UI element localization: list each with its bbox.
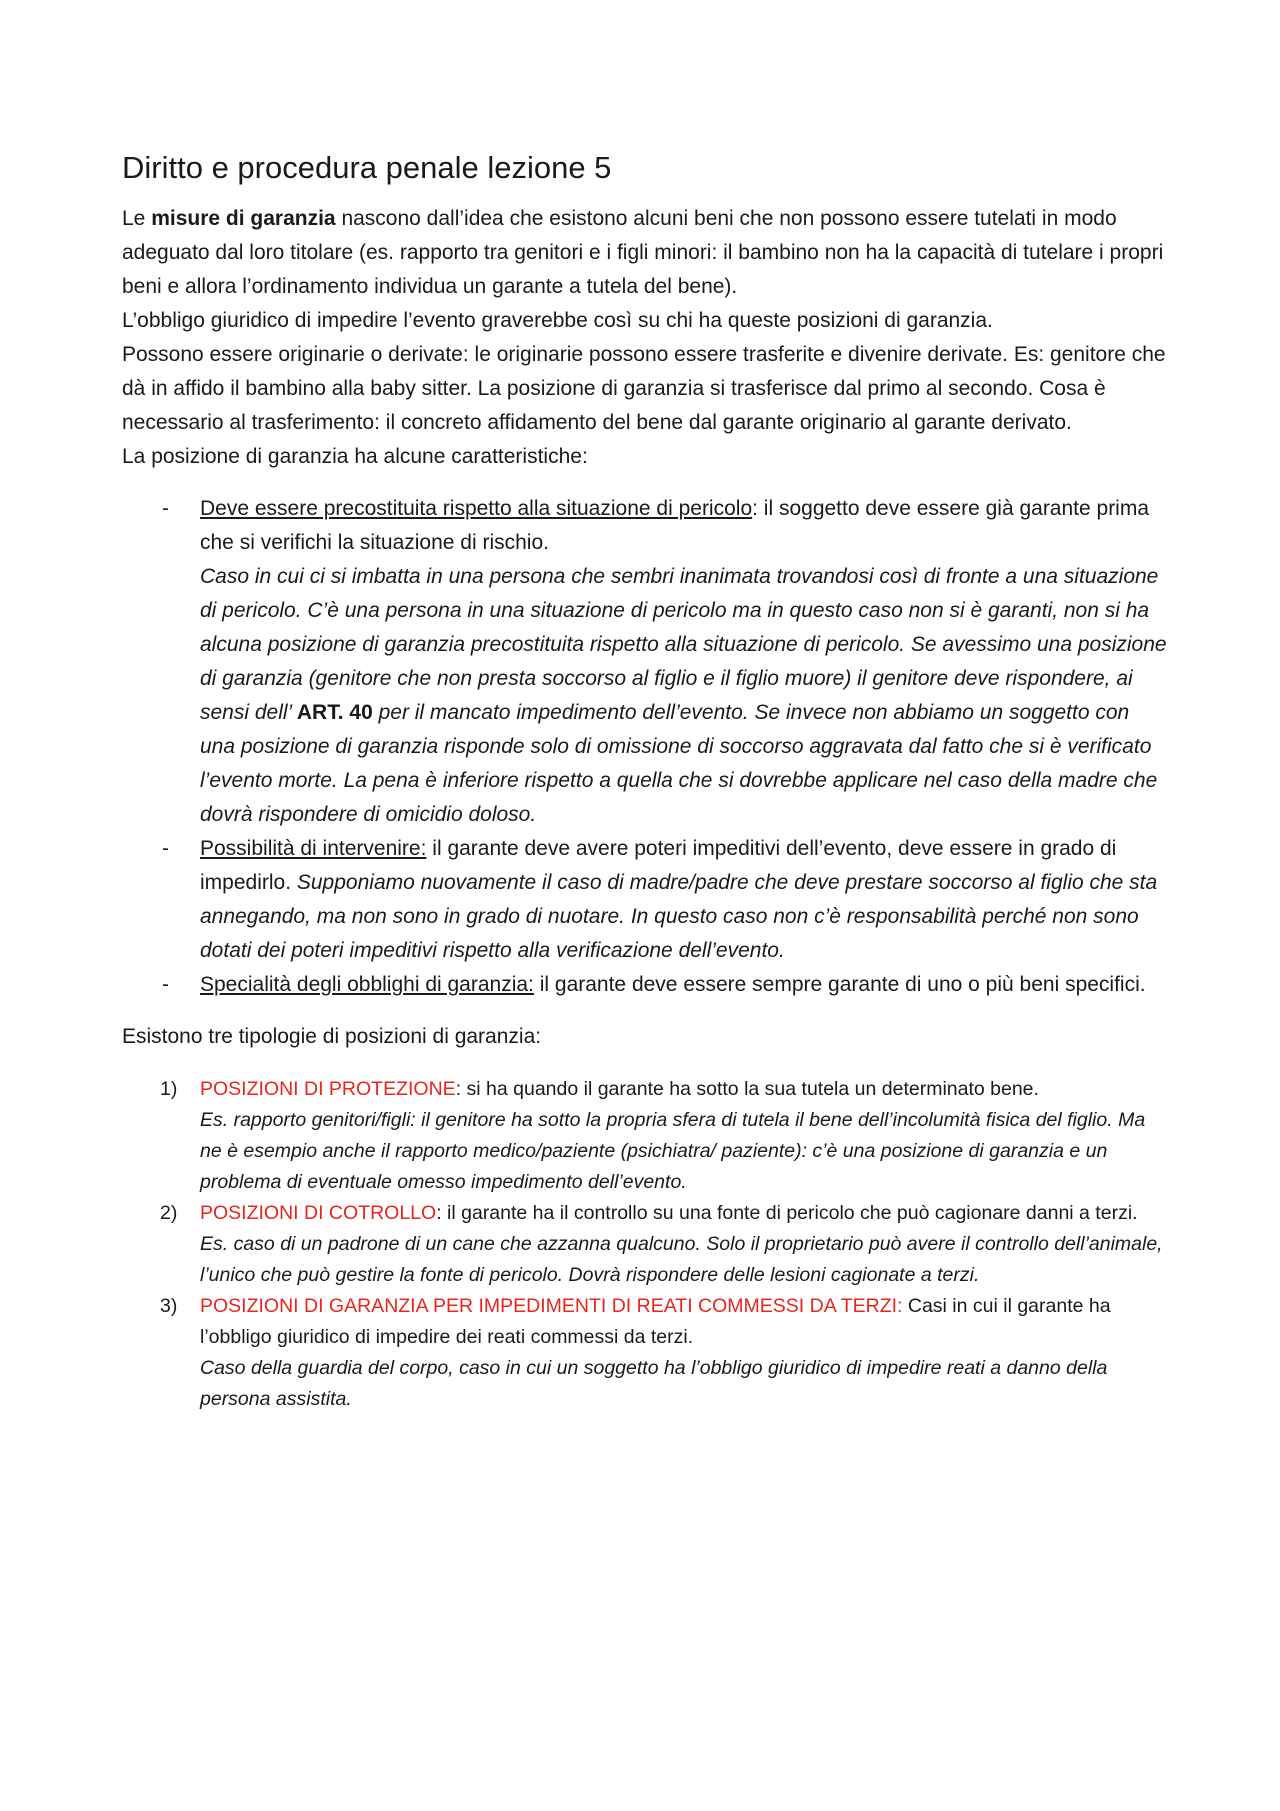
list-item <box>122 832 1167 968</box>
characteristic-text: : il soggetto deve essere già garante prima che si verifichi la situazione di rischio. <box>200 497 1150 554</box>
document-page <box>122 150 1167 1415</box>
list-item <box>122 968 1167 1002</box>
example-text-start: Caso in cui ci si imbatta in una persona che sembri inanimata trovandosi così di fronte a una situazione di pericolo. C’è una persona in una situazione di pericolo ma in questo caso non si è garanti, non si ha alcuna posizione di garanzia precostituita rispetto alla situazione di pericolo. Se avessimo una posizione di garanzia (genitore che non presta soccorso al figlio e il figlio muore) il genitore deve rispondere, ai sensi dell’ <box>200 565 1167 724</box>
article-reference: ART. 40 <box>296 701 373 724</box>
intro-obligation-line: L’obbligo giuridico di impedire l’evento graverebbe così su chi ha queste posizioni di garanzia. <box>122 309 993 332</box>
bullet-dash: - <box>162 973 169 996</box>
item-number: 3) <box>160 1295 178 1317</box>
type-label: POSIZIONI DI COTROLLO <box>200 1202 437 1224</box>
type-example: Es. rapporto genitori/figli: il genitore ha sotto la propria sfera di tutela il bene dell’incolumità fisica del figlio. Ma ne è esempio anche il rapporto medico/paziente (psichiatra/ paziente): c’è una posizione di garanzia e un problema di eventuale omesso impedimento dell’evento. <box>200 1109 1146 1193</box>
type-label: POSIZIONI DI GARANZIA PER IMPEDIMENTI DI REATI COMMESSI DA TERZI: <box>200 1295 903 1317</box>
document-title: Diritto e procedura penale lezione 5 <box>122 150 612 185</box>
characteristic-text: il garante deve avere poteri impeditivi dell’evento, deve essere in grado di impedirlo. <box>200 837 1117 894</box>
intro-text-rest: nascono dall’idea che esistono alcuni beni che non possono essere tutelati in modo adeguato dal loro titolare (es. rapporto tra genitori e i figli minori: il bambino non ha la capacità di tutelare i propri beni e allora l’ordinamento individua un garante a tutela del bene). <box>122 207 1164 298</box>
list-item <box>122 492 1167 832</box>
type-text: : il garante ha il controllo su una fonte di pericolo che può cagionare danni a terzi. <box>436 1202 1138 1224</box>
characteristic-heading: Possibilità di intervenire: <box>200 837 427 860</box>
characteristic-text: il garante deve essere sempre garante di uno o più beni specifici. <box>533 973 1146 996</box>
list-item <box>122 1074 1167 1198</box>
types-list <box>122 1074 1167 1415</box>
example-text-rest: per il mancato impedimento dell’evento. Se invece non abbiamo un soggetto con una posizione di garanzia risponde solo di omissione di soccorso aggravata dal fatto che si è verificato l’evento morte. La pena è inferiore rispetto a quella che si dovrebbe applicare nel caso della madre che dovrà rispondere di omicidio doloso. <box>200 701 1158 826</box>
characteristic-heading: Deve essere precostituita rispetto alla situazione di pericolo <box>200 497 753 520</box>
item-number: 1) <box>160 1078 178 1100</box>
intro-bold-term: misure di garanzia <box>151 207 336 230</box>
type-text: : si ha quando il garante ha sotto la sua tutela un determinato bene. <box>455 1078 1039 1100</box>
type-label: POSIZIONI DI PROTEZIONE <box>200 1078 456 1100</box>
characteristics-list <box>122 492 1167 1002</box>
bullet-dash: - <box>162 837 169 860</box>
type-example: Es. caso di un padrone di un cane che azzanna qualcuno. Solo il proprietario può avere il controllo dell’animale, l’unico che può gestire la fonte di pericolo. Dovrà rispondere delle lesioni cagionate a terzi. <box>200 1233 1163 1286</box>
type-example: Caso della guardia del corpo, caso in cui un soggetto ha l’obbligo giuridico di impedire reati a danno della persona assistita. <box>200 1357 1108 1410</box>
type-text: Casi in cui il garante ha l’obbligo giuridico di impedire dei reati commessi da terzi. <box>200 1295 1111 1348</box>
characteristic-example: Supponiamo nuovamente il caso di madre/padre che deve prestare soccorso al figlio che sta annegando, ma non sono in grado di nuotare. In questo caso non c’è responsabilità perché non sono dotati dei poteri impeditivi rispetto alla verificazione dell’evento. <box>200 871 1158 962</box>
bullet-dash: - <box>162 497 169 520</box>
intro-characteristics-lead: La posizione di garanzia ha alcune caratteristiche: <box>122 445 588 468</box>
characteristic-heading: Specialità degli obblighi di garanzia: <box>200 973 534 996</box>
list-item <box>122 1291 1167 1415</box>
intro-paragraph <box>122 202 1167 474</box>
types-intro: Esistono tre tipologie di posizioni di garanzia: <box>122 1025 542 1048</box>
characteristic-example <box>200 560 1167 832</box>
intro-text-start: Le <box>122 207 152 230</box>
item-number: 2) <box>160 1202 178 1224</box>
intro-origin-paragraph: Possono essere originarie o derivate: le originarie possono essere trasferite e divenire derivate. Es: genitore che dà in affido il bambino alla baby sitter. La posizione di garanzia si trasferisce dal primo al secondo. Cosa è necessario al trasferimento: il concreto affidamento del bene dal garante originario al garante derivato. <box>122 343 1166 434</box>
list-item <box>122 1198 1167 1291</box>
